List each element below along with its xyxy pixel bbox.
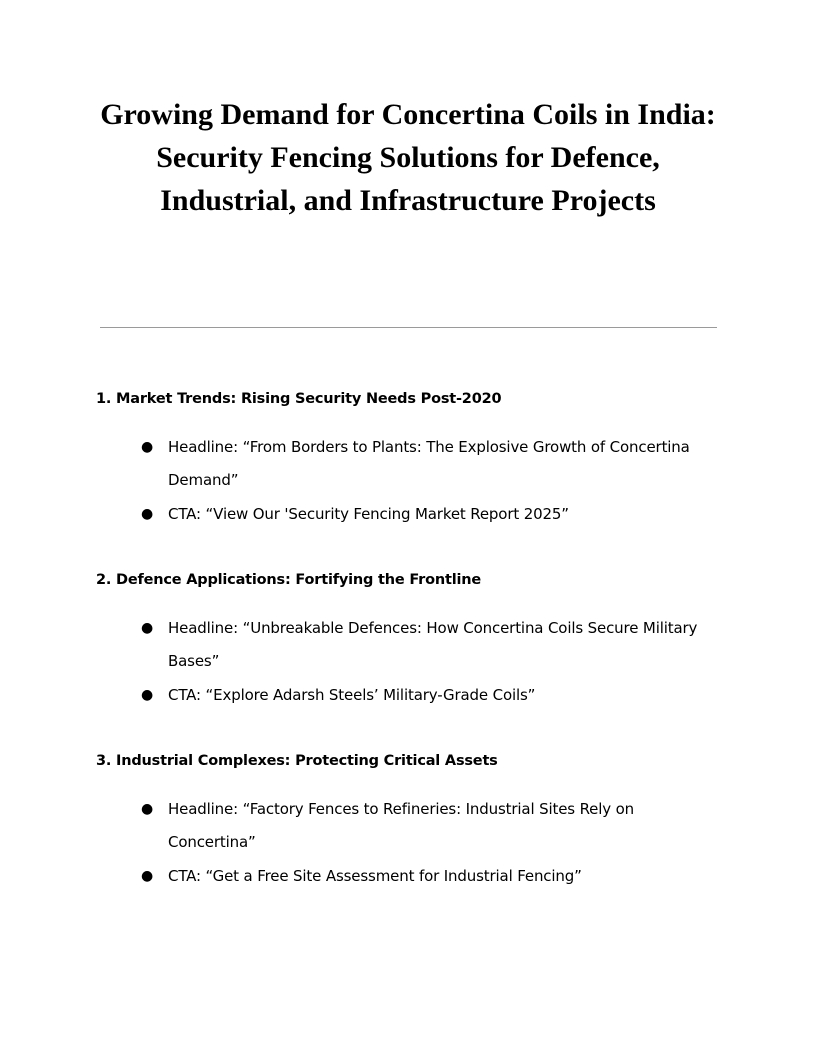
list-item-text: CTA: “Explore Adarsh Steels’ Military-Grade Coils” (168, 686, 536, 704)
bullet-icon: ● (141, 801, 154, 817)
list-item-text: CTA: “View Our 'Security Fencing Market Report 2025” (168, 505, 569, 523)
list-item-text: Headline: “Unbreakable Defences: How Concertina Coils Secure Military Bases” (168, 619, 698, 670)
list-item (96, 793, 726, 859)
section-industrial-complexes (96, 751, 726, 894)
list-item-text: Headline: “From Borders to Plants: The Explosive Growth of Concertina Demand” (168, 438, 690, 489)
bullet-icon: ● (141, 506, 154, 522)
document-title: Growing Demand for Concertina Coils in India: Security Fencing Solutions for Defence, Industrial, and Infrastructure Projects (100, 98, 716, 217)
bullet-list (96, 431, 726, 531)
bullet-icon: ● (141, 620, 154, 636)
section-market-trends (96, 389, 726, 532)
bullet-list (96, 793, 726, 893)
list-item-text: Headline: “Factory Fences to Refineries: Industrial Sites Rely on Concertina” (168, 800, 634, 851)
section-heading: 2. Defence Applications: Fortifying the Frontline (96, 572, 482, 588)
bullet-icon: ● (141, 868, 154, 884)
list-item (96, 860, 726, 893)
bullet-list (96, 612, 726, 712)
list-item-text: CTA: “Get a Free Site Assessment for Industrial Fencing” (168, 867, 582, 885)
list-item (96, 431, 726, 497)
list-item (96, 498, 726, 531)
horizontal-divider (100, 327, 717, 328)
list-item (96, 612, 726, 678)
section-defence-applications (96, 570, 726, 713)
list-item (96, 679, 726, 712)
bullet-icon: ● (141, 439, 154, 455)
bullet-icon: ● (141, 687, 154, 703)
section-heading: 1. Market Trends: Rising Security Needs Post-2020 (96, 391, 502, 407)
section-heading: 3. Industrial Complexes: Protecting Critical Assets (96, 753, 498, 769)
